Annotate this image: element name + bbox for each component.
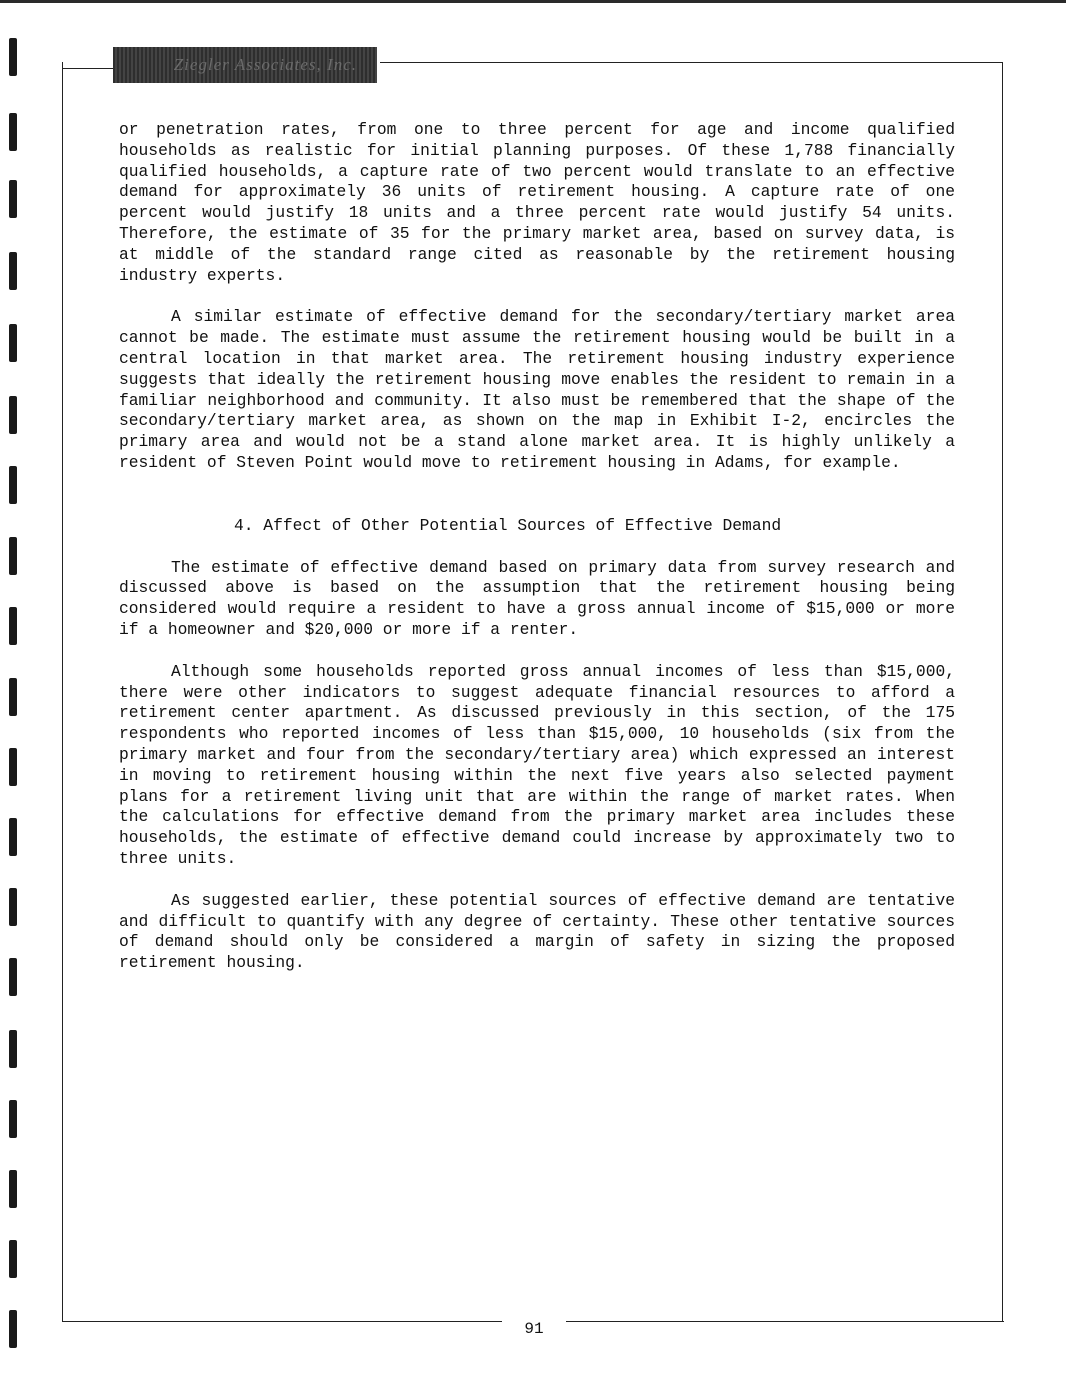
binder-hole <box>9 1310 17 1348</box>
paragraph-estimate-assumption: The estimate of effective demand based on primary data from survey research and discussed above is based on the assumption that the retirement housing being considered would require a resident to have a gross annual income of $15,000 or more if a homeowner and $20,000 or more if a renter. <box>119 557 955 639</box>
page-frame-top-left <box>62 68 114 69</box>
binder-hole <box>9 396 17 434</box>
binder-hole <box>9 1100 17 1138</box>
page-frame-bottom-right <box>566 1321 1004 1322</box>
page-top-edge <box>0 0 1066 3</box>
binder-hole <box>9 113 17 151</box>
paragraph-margin-of-safety: As suggested earlier, these potential sources of effective demand are tentative and difficult to quantify with any degree of certainty. These other tentative sources of demand should only be considered a margin of safety in sizing the proposed retirement housing. <box>119 890 955 973</box>
binder-hole <box>9 958 17 996</box>
binder-holes <box>0 0 24 1380</box>
binder-hole <box>9 180 17 218</box>
page-frame-top-right <box>380 62 1003 63</box>
binder-hole <box>9 38 17 76</box>
binder-hole <box>9 1240 17 1278</box>
page-frame-right <box>1002 62 1003 1322</box>
binder-hole <box>9 607 17 645</box>
company-logo-text: Ziegler Associates, Inc. <box>173 55 357 74</box>
binder-hole <box>9 252 17 290</box>
binder-hole <box>9 748 17 786</box>
page-frame-bottom-left <box>62 1321 502 1322</box>
binder-hole <box>9 466 17 504</box>
binder-hole <box>9 1030 17 1068</box>
binder-hole <box>9 888 17 926</box>
binder-hole <box>9 678 17 716</box>
binder-hole <box>9 1170 17 1208</box>
page-number: 91 <box>524 1320 544 1338</box>
paragraph-secondary-tertiary: A similar estimate of effective demand for the secondary/tertiary market area cannot be made. The estimate must assume the retirement housing would be built in a central location in that market area. The retirement housing industry experience suggests that ideally the retirement housing move enables the resident to remain in a familiar neighborhood and community. It also must be remembered that the shape of the secondary/tertiary market area, as shown on the map in Exhibit I-2, encircles the primary area and would not be a stand alone market area. It is highly unlikely a resident of Steven Point would move to retirement housing in Adams, for example. <box>119 307 955 472</box>
binder-hole <box>9 818 17 856</box>
page-frame-left <box>62 62 63 1322</box>
paragraph-lower-income-households: Although some households reported gross annual incomes of less than $15,000, there were other indicators to suggest adequate financial resources to afford a retirement center apartment. As discussed previously in this section, of the 175 respondents who reported incomes of less than $15,000, 10 households (six from the primary market and four from the secondary/tertiary area) which expressed an interest in moving to retirement housing within the next five years also selected payment plans for a retirement living unit that are within the range of market rates. When the calculations for effective demand from the primary market area includes these households, the estimate of effective demand could increase by approximately two to three units. <box>119 661 955 868</box>
company-logo-banner <box>113 47 377 83</box>
section-heading: 4. Affect of Other Potential Sources of Effective Demand <box>234 515 782 535</box>
binder-hole <box>9 537 17 575</box>
binder-hole <box>9 324 17 362</box>
document-body <box>119 120 955 974</box>
paragraph-penetration-rates: or penetration rates, from one to three percent for age and income qualified households as realistic for initial planning purposes. Of these 1,788 financially qualified households, a capture rate of two percent would translate to an effective demand for approximately 36 units of retirement housing. A capture rate of one percent would justify 18 units and a three percent rate would justify 54 units. Therefore, the estimate of 35 for the primary market area, based on survey data, is at middle of the standard range cited as reasonable by the retirement housing industry experts. <box>119 120 955 285</box>
